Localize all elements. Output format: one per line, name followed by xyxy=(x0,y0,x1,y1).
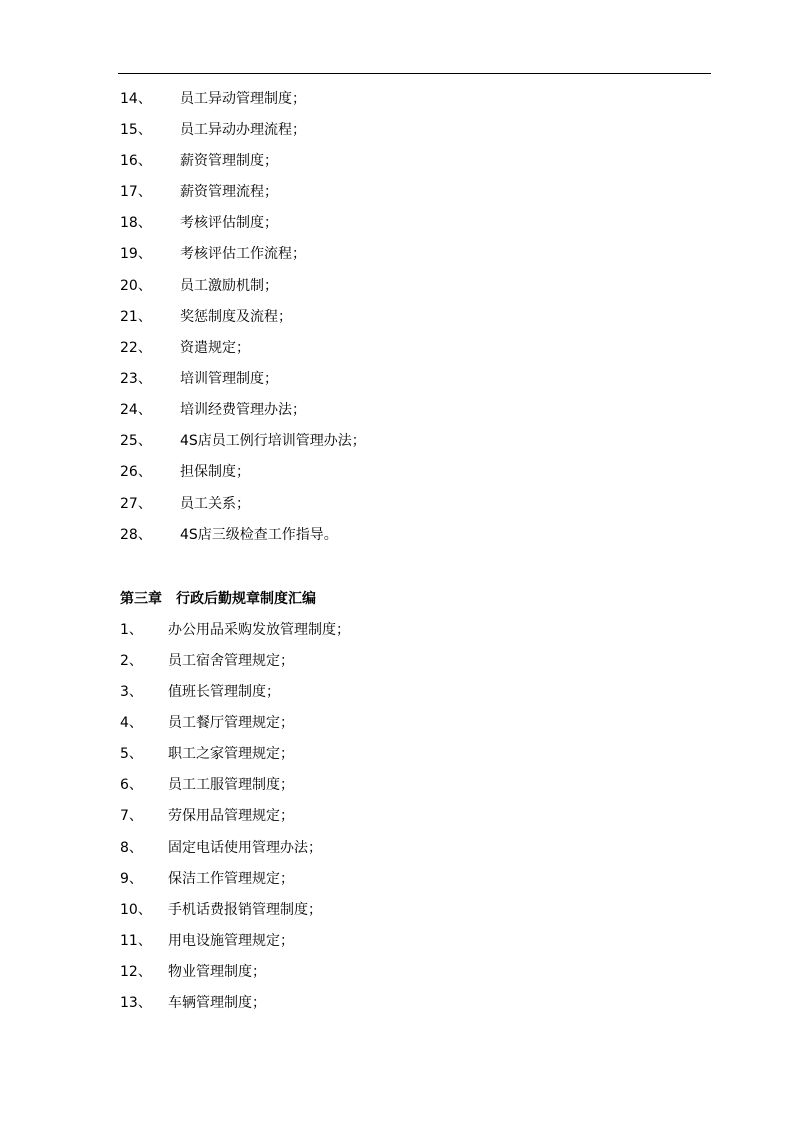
item-text: 薪资管理流程； xyxy=(180,184,278,200)
item-number: 23、 xyxy=(120,371,152,387)
item-number: 20、 xyxy=(120,278,152,294)
item-text: 培训管理制度； xyxy=(180,371,278,387)
item-text: 员工宿舍管理规定； xyxy=(168,653,294,669)
chapter-title-text: 行政后勤规章制度汇编 xyxy=(176,591,316,607)
item-text: 担保制度； xyxy=(180,464,250,480)
item-number: 8、 xyxy=(120,840,143,856)
item-text: 员工关系； xyxy=(180,496,250,512)
item-number: 13、 xyxy=(120,995,152,1011)
item-text: 员工异动管理制度； xyxy=(180,91,306,107)
item-number: 6、 xyxy=(120,777,143,793)
item-number: 10、 xyxy=(120,902,152,918)
item-text: 培训经费管理办法； xyxy=(180,402,306,418)
item-text: 员工激励机制； xyxy=(180,278,278,294)
item-text: 固定电话使用管理办法； xyxy=(168,840,322,856)
item-number: 14、 xyxy=(120,91,152,107)
item-text: 值班长管理制度； xyxy=(168,684,280,700)
item-number: 22、 xyxy=(120,340,152,356)
item-text: 考核评估制度； xyxy=(180,215,278,231)
item-number: 2、 xyxy=(120,653,143,669)
item-number: 28、 xyxy=(120,527,152,543)
item-text: 奖惩制度及流程； xyxy=(180,309,292,325)
item-number: 3、 xyxy=(120,684,143,700)
item-text: 员工异动办理流程； xyxy=(180,122,306,138)
item-number: 16、 xyxy=(120,153,152,169)
item-number: 12、 xyxy=(120,964,152,980)
item-text: 4S店员工例行培训管理办法； xyxy=(180,433,366,449)
item-number: 26、 xyxy=(120,464,152,480)
item-text: 手机话费报销管理制度； xyxy=(168,902,322,918)
item-text: 员工餐厅管理规定； xyxy=(168,715,294,731)
item-number: 17、 xyxy=(120,184,152,200)
item-number: 19、 xyxy=(120,246,152,262)
item-number: 1、 xyxy=(120,622,143,638)
item-number: 9、 xyxy=(120,871,143,887)
item-text: 职工之家管理规定； xyxy=(168,746,294,762)
item-number: 5、 xyxy=(120,746,143,762)
header-rule xyxy=(118,73,711,74)
item-number: 11、 xyxy=(120,933,152,949)
item-text: 资遣规定； xyxy=(180,340,250,356)
item-text: 劳保用品管理规定； xyxy=(168,808,294,824)
item-number: 7、 xyxy=(120,808,143,824)
item-number: 18、 xyxy=(120,215,152,231)
item-number: 25、 xyxy=(120,433,152,449)
item-text: 物业管理制度； xyxy=(168,964,266,980)
item-text: 考核评估工作流程； xyxy=(180,246,306,262)
item-number: 4、 xyxy=(120,715,143,731)
item-text: 办公用品采购发放管理制度； xyxy=(168,622,350,638)
item-text: 4S店三级检查工作指导。 xyxy=(180,527,338,543)
item-text: 薪资管理制度； xyxy=(180,153,278,169)
item-text: 用电设施管理规定； xyxy=(168,933,294,949)
item-number: 21、 xyxy=(120,309,152,325)
chapter-heading xyxy=(120,589,316,609)
item-number: 24、 xyxy=(120,402,152,418)
item-number: 27、 xyxy=(120,496,152,512)
item-text: 车辆管理制度； xyxy=(168,995,266,1011)
item-number: 15、 xyxy=(120,122,152,138)
item-text: 保洁工作管理规定； xyxy=(168,871,294,887)
chapter-label: 第三章 xyxy=(120,591,162,607)
item-text: 员工工服管理制度； xyxy=(168,777,294,793)
